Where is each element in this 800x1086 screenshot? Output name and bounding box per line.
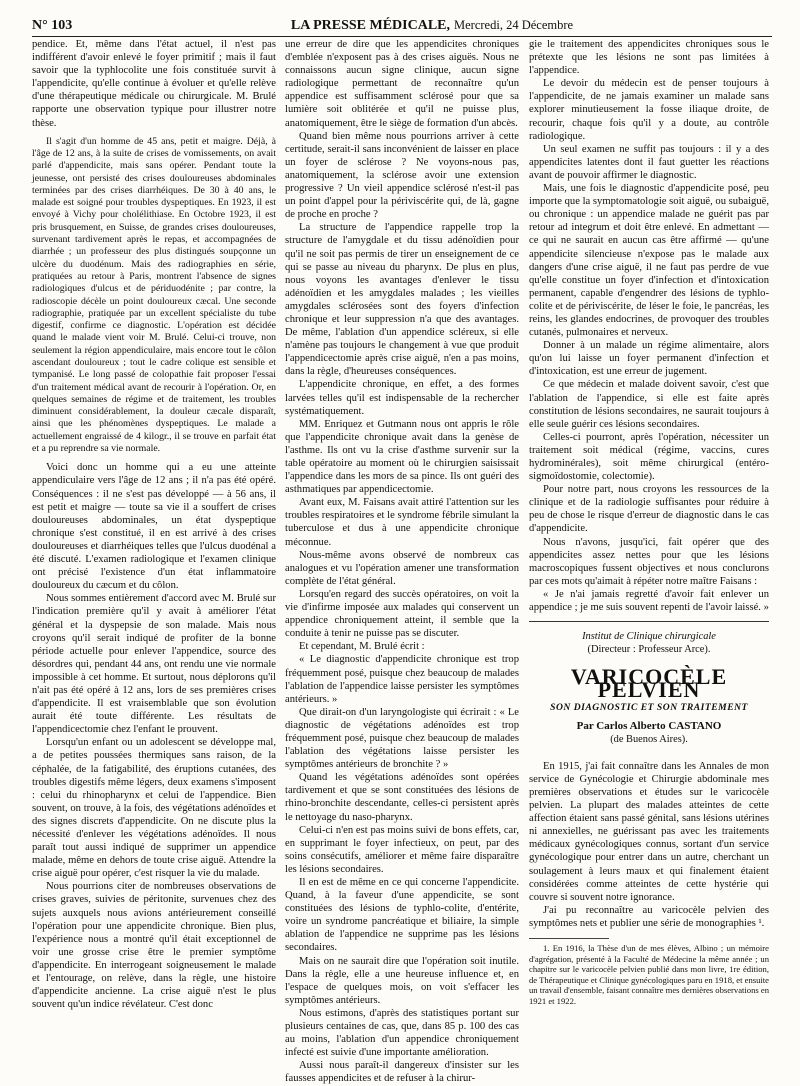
quote: « Je n'ai jamais regretté d'avoir fait enlever un appendice ; je me suis souvent repenti de l'avoir laissé. » bbox=[529, 588, 769, 614]
article-subtitle: SON DIAGNOSTIC ET SON TRAITEMENT bbox=[550, 701, 748, 713]
paragraph: Celles-ci pourront, après l'opération, nécessiter un traitement soit médical (régime, vaccins, cures hydrominérales), soit même chirurgical (entéro-sigmoïdostomie, colectomie). bbox=[529, 431, 769, 483]
author-city: (de Buenos Aires). bbox=[610, 733, 688, 745]
footnote-divider bbox=[529, 938, 609, 939]
column-middle bbox=[285, 38, 519, 1086]
case-observation: Il s'agit d'un homme de 45 ans, petit et maigre. Déjà, à l'âge de 12 ans, à la suite de crises de vomissements, on avait parlé d'appendicite, mais sans opérer. Pendant toute la jeunesse, ont persisté des crises douloureuses abdominales terminées par des crises diarrhéiques. De 30 à 40 ans, le malade est soigné pour troubles dyspeptiques. En 1923, il est envoyé à Vichy pour cholélithiase. En Octobre 1923, il est pris brusquement, en Suisse, de grandes crises douloureuses, survenant tardivement après le repas, et accompagnées de diarrhée ; un professeur des plus distingués soupçonne un ulcère du duodénum. Mais des radiographies en série, pratiquées au retour à Paris, montrent l'absence de signes radiologiques d'ulcus et de périduodénite ; par contre, la radioscopie décèle un point douloureux cæcal. Une seconde radiographie, pratiquée par un excellent spécialiste du tube digestif, confirme ce diagnostic. L'opération est décidée quand le malade vient voir M. Brulé. Celui-ci trouve, non seulement la région appendiculaire, mais encore tout le côlon ascendant douloureux ; tout le cadre colique est sensible et tympanisé. Le long passé de colopathie fait proposer l'essai d'un traitement médical avant de recourir à l'opération. Or, en quelques semaines de régime et de traitement, les troubles diminuent considérablement, la douleur cæcale disparaît, ainsi que les phénomènes dyspeptiques. Le malade a actuellement engraissé de 4 kilogr., il se trouve en parfait état et a pu reprendre sa vie normale. bbox=[32, 135, 276, 455]
paragraph: L'appendicite chronique, en effet, a des formes larvées telles qu'il est indispensable de la rechercher systématiquement. bbox=[285, 379, 519, 417]
director-line: (Directeur : Professeur Arce). bbox=[587, 644, 711, 656]
issue-date: Mercredi, 24 Décembre bbox=[454, 18, 574, 32]
paragraph: Mais, une fois le diagnostic d'appendicite posé, peu importe que la symptomatologie soit aiguë, ou subaiguë, ou chronique : un appendice malade ne guérit pas par retour ad integrum et doit être enlevé. En admettant — ce qui ne saurait en aucun cas être affirmé — qu'une appendicite silencieuse n'expose pas le malade aux dangers d'une crise aiguë, il ne faut pas perdre de vue qu'elle constitue un foyer d'infection et d'intoxication permanent, capable d'engendrer des lésions de typhlo-colite et de périviscérite, de léser le foie, le pancréas, les reins, les glandes endocrines, de provoquer des troubles cutanés, pulmonaires et nerveux. bbox=[529, 183, 769, 339]
paragraph: Aussi nous paraît-il dangereux d'insister sur les fausses appendicites et de refuser à la chirur- bbox=[285, 1060, 519, 1085]
paragraph: Mais on ne saurait dire que l'opération soit inutile. Dans la règle, elle a une heureuse influence et, en l'espace de quelques mois, on voit s'effacer les symptômes antérieurs. bbox=[285, 955, 519, 1006]
column-right bbox=[529, 38, 769, 1007]
quote: « Le diagnostic d'appendicite chronique est trop fréquemment posé, puisque chez beaucoup de malades l'ablation de l'appendice laisse persister les symptômes antérieurs. » bbox=[285, 654, 519, 705]
paragraph: Le devoir du médecin est de penser toujours à l'appendicite, de ne jamais examiner un malade sans explorer minutieusement la fosse iliaque droite, de recourir, chaque fois qu'il y a doute, au contrôle radiologique. bbox=[529, 78, 769, 142]
paragraph: La structure de l'appendice rappelle trop la structure de l'amygdale et du tissu adénoïdien pour qu'il ne soit pas permis de tirer un enseignement de ce qui se passe au niveau du pharynx. De plus en plus, nous voyons les avantages d'enlever le tissu adénoïdien et les amygdales malades ; les vieilles amygdales sclérosées sont des foyers d'infection chronique et leur suppression n'a que des avantages. De même, l'ablation d'un appendice scléreux, si elle n'amène pas toujours le changement à vue que produit l'appendicectomie après crise aiguë, n'en a pas moins, dans la règle, d'heureuses conséquences. bbox=[285, 222, 519, 378]
paragraph: gie le traitement des appendicites chroniques sous le prétexte que les lésions ne sont pas limitées à l'appendice. bbox=[529, 39, 769, 77]
paragraph: MM. Enriquez et Gutmann nous ont appris le rôle que l'appendicite chronique avait dans la genèse de l'asthme. Ils ont vu la crise d'asthme survenir sur la table opératoire au moment où le chirurgien saisissait l'appendice dans les mors de sa pince. Ils ont guéri des asthmatiques par appendicectomie. bbox=[285, 418, 519, 496]
paragraph: Il en est de même en ce qui concerne l'appendicite. Quand, à la faveur d'une appendicite, se sont constituées des lésions de typhlo-colite, d'entérite, voire un syndrome pancréatique et biliaire, la simple ablation de l'appendice ne supprime pas les lésions secondaires. bbox=[285, 877, 519, 954]
section-divider bbox=[529, 621, 769, 622]
footnote: 1. En 1916, la Thèse d'un de mes élèves, Albino ; un mémoire d'agrégation, présenté à la Faculté de Médecine la même année ; un chapitre sur le varicocèle pelvien publié dans mon livre, 1re édition, de Thérapeutique et Clinique gynécologiques paru en 1918, et ensuite un travail d'ensemble, faisant connaître mes dernières observations en 1921 et 1922. bbox=[529, 943, 769, 1006]
paragraph: Pour notre part, nous croyons les ressources de la clinique et de la radiologie suffisantes pour réduire à peu de chose le risque d'erreur de diagnostic dans le cas d'appendicite. bbox=[529, 484, 769, 535]
paragraph: Un seul examen ne suffit pas toujours : il y a des appendicites latentes dont il faut guetter les réactions avant de pouvoir affirmer le diagnostic. bbox=[529, 143, 769, 181]
paragraph: Nous pourrions citer de nombreuses observations de crises graves, suivies de péritonite, survenues chez des sujets auxquels nous avions antérieurement conseillé l'opération pour une appendicite chronique. Bien plus, l'expérience nous a montré qu'il était exceptionnel de voir une grosse crise être le premier symptôme d'appendicite. En interrogeant soigneusement le malade et l'entourage, on relève, dans la règle, une histoire d'appendicite ancienne. La crise aiguë n'est le plus souvent qu'un indice révélateur. C'est donc bbox=[32, 881, 276, 1011]
paragraph: Donner à un malade un régime alimentaire, alors qu'on lui laisse un foyer permanent d'infection et d'intoxication, est une erreur de jugement. bbox=[529, 340, 769, 378]
journal-header bbox=[152, 18, 712, 34]
journal-title: LA PRESSE MÉDICALE, bbox=[290, 18, 451, 33]
paragraph: Lorsqu'un enfant ou un adolescent se développe mal, a de petites poussées thermiques sans raison, de la céphalée, de la fatigabilité, des éruptions cutanées, des troubles digestifs même légers, deux examens s'imposent : celui du rhinopharynx et celui de l'appendice. Bien souvent, on trouve, à la fois, des végétations adénoïdes et des signes discrets d'appendicite. On ne discute plus la nécessité d'enlever les végétations adénoïdes. Il nous paraît tout aussi indiqué de supprimer un appendice malade, même en dehors de toute crise aiguë. Attendre la crise aiguë pour opérer, c'est risquer la vie du malade. bbox=[32, 737, 276, 880]
institute-name: Institut de Clinique chirurgicale bbox=[582, 631, 716, 643]
article-title: VARICOCÈLE PELVIEN bbox=[570, 664, 728, 703]
paragraph: Quand les végétations adénoïdes sont opérées tardivement et que se sont constituées des lésions de rhino-bronchite descendante, celles-ci persistent après le nettoyage du naso-pharynx. bbox=[285, 772, 519, 823]
page-number: N° 103 bbox=[32, 18, 73, 33]
paragraph: pendice. Et, même dans l'état actuel, il n'est pas indifférent d'avoir enlevé le foyer primitif ; mais il faut savoir que la typhlocolite une fois constituée survit à l'appendicite, qu'elle continue à évoluer et qu'elle relève d'une thérapeutique médicale ou chirurgicale. M. Brulé rapporte une observation typique pour illustrer notre thèse. bbox=[32, 39, 276, 129]
paragraph: Avant eux, M. Faisans avait attiré l'attention sur les troubles respiratoires et le syndrome fébrile simulant la tuberculose et dus à une appendicite chronique méconnue. bbox=[285, 497, 519, 548]
paragraph: Nous-même avons observé de nombreux cas analogues et vu l'opération amener une transformation complète de l'état général. bbox=[285, 549, 519, 587]
paragraph: Lorsqu'en regard des succès opératoires, on voit la vie d'infirme imposée aux malades qui conservent un appendice chroniquement atteint, il semble que la conduite à tenir ne puisse pas se discuter. bbox=[285, 588, 519, 640]
article-author: Par Carlos Alberto CASTANO bbox=[576, 719, 722, 732]
paragraph: Voici donc un homme qui a eu une atteinte appendiculaire vers l'âge de 12 ans ; il n'a pas été opéré. Conséquences : il ne s'est pas développé — à 56 ans, il est petit et maigre — toute sa vie il a souffert de crises douloureuses abdominales, un état dyspeptique chronique s'est constitué, il en est arrivé à des crises douloureuses et diarrhéiques telles que l'ulcus duodénal a été discuté. L'examen radiologique et l'examen clinique ont précisé l'existence d'un état inflammatoire douloureux du cæcum et du côlon. bbox=[32, 462, 276, 592]
paragraph: une erreur de dire que les appendicites chroniques d'emblée n'exposent pas à des crises aiguës. Nous ne connaissons aucun signe clinique, aucun signe radiologique permettant de reconnaître qu'un appendice est suffisamment sclérosé pour que sa lumière soit oblitérée et qu'il ne puisse plus, anatomiquement, être le siège de formation d'un abcès. bbox=[285, 39, 519, 129]
paragraph: Nous n'avons, jusqu'ici, fait opérer que des appendicites assez nettes pour que les lésions macroscopiques fussent objectives et nous conclurons par ces mots qu'aimait à répéter notre maître Faisans : bbox=[529, 536, 769, 587]
paragraph: Quand bien même nous pourrions arriver à cette certitude, serait-il sans inconvénient de laisser en place un foyer de sclérose ? Ne voyons-nous pas, anatomiquement, la sclérose avoir une extension progressive ? Un vieil appendice sclérosé n'est-il pas un point d'appel pour la périviscérite qui, de là, gagne de proche en proche ? bbox=[285, 130, 519, 221]
paragraph: Nous estimons, d'après des statistiques portant sur plusieurs centaines de cas, que, dans 85 p. 100 des cas au moins, l'ablation d'un appendice chroniquement infecté est suivie d'une importante amélioration. bbox=[285, 1007, 519, 1059]
paragraph: Nous sommes entièrement d'accord avec M. Brulé sur l'indication première qu'il y avait à améliorer l'état général et la dyspepsie de son malade. Mais nous croyons qu'il serait indiqué de profiter de la bonne période actuelle pour enlever l'appendice, source des désordres qui, pendant 44 ans, ont rendu une vie normale impossible à cet homme. Et surtout, nous déplorons qu'il n'ait pas été opéré à 12 ans, lors de ses premières crises d'appendicite. Il est vraisemblable que son évolution aurait été toute différente. Les résultats de l'appendicectomie chez l'enfant le prouvent. bbox=[32, 593, 276, 736]
page-header bbox=[32, 16, 772, 37]
paragraph: Celui-ci n'en est pas moins suivi de bons effets, car, en supprimant le foyer infectieux, on peut, par des soins consécutifs, améliorer et même faire disparaître les lésions secondaires. bbox=[285, 824, 519, 875]
paragraph: J'ai pu reconnaître au varicocèle pelvien des symptômes nets et publier une série de monographies ¹. bbox=[529, 904, 769, 929]
paragraph: Ce que médecin et malade doivent savoir, c'est que l'ablation de l'appendice, si elle est faite après constitution de lésions secondaires, ne saurait toujours à elle seule guérir ces lésions secondaires. bbox=[529, 379, 769, 430]
paragraph: Et cependant, M. Brulé écrit : bbox=[299, 641, 425, 653]
paragraph: Que dirait-on d'un laryngologiste qui écrirait : « Le diagnostic de végétations adénoïdes est trop fréquemment posé, puisque chez beaucoup de malades l'ablation des végétations laisse persister les symptômes antérieurs de bronchite ? » bbox=[285, 706, 519, 771]
paragraph: En 1915, j'ai fait connaître dans les Annales de mon service de Gynécologie et Chirurgie abdominale mes premières observations et études sur le varicocèle pelvien. La plupart des malades atteintes de cette affection étaient sans passé génital, sans lésions utérines ni annexielles, ne guérissant pas avec les traitements médicaux gynécologiques connus, sortant d'un service gynécologique pour entrer dans un autre, cherchant un soulagement à leurs maux et qui finalement étaient considérées comme atteintes de cette hystérie qui couvre si souvent notre ignorance. bbox=[529, 760, 769, 903]
column-left bbox=[32, 38, 276, 1011]
